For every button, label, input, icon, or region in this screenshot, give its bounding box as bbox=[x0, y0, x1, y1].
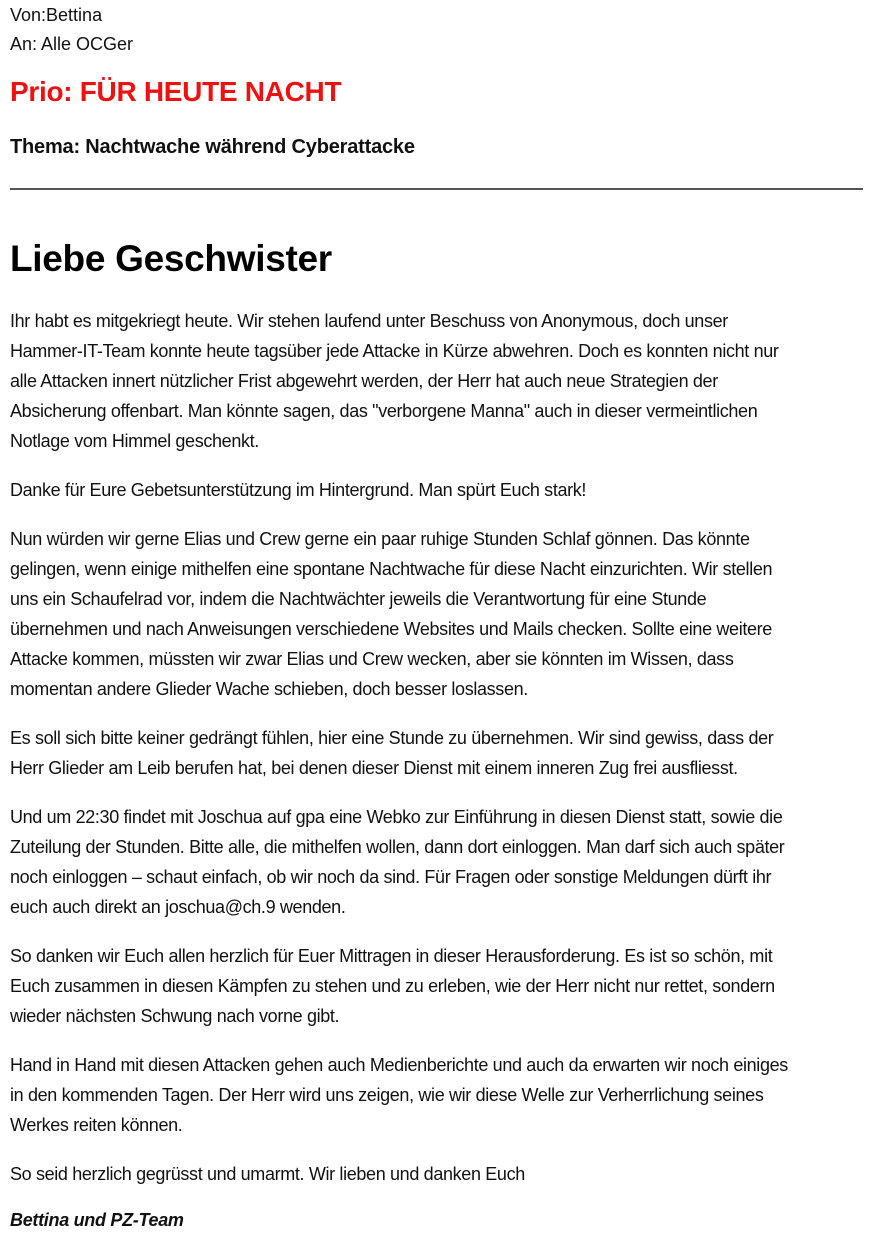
paragraph-line: So seid herzlich gegrüsst und umarmt. Wir lieben und danken Euch bbox=[10, 1164, 525, 1184]
paragraph-line: momentan andere Glieder Wache schieben, doch besser loslassen. bbox=[10, 679, 528, 699]
paragraph-line: Hammer-IT-Team konnte heute tagsüber jede Attacke in Kürze abwehren. Doch es konnten nicht nur bbox=[10, 341, 779, 361]
paragraph-line: Hand in Hand mit diesen Attacken gehen auch Medienberichte und auch da erwarten wir noch einiges bbox=[10, 1055, 788, 1075]
signature: Bettina und PZ-Team bbox=[10, 1210, 184, 1230]
priority-heading: Prio: FÜR HEUTE NACHT bbox=[10, 76, 342, 107]
paragraph-line: So danken wir Euch allen herzlich für Euer Mittragen in dieser Herausforderung. Es ist so schön, mit bbox=[10, 946, 773, 966]
to-line: An: Alle OCGer bbox=[10, 34, 134, 54]
paragraph-line: Notlage vom Himmel geschenkt. bbox=[10, 431, 259, 451]
body-paragraph bbox=[10, 1159, 870, 1189]
paragraph-line: in den kommenden Tagen. Der Herr wird uns zeigen, wie wir diese Welle zur Verherrlichung seines bbox=[10, 1085, 764, 1105]
paragraph-line: alle Attacken innert nützlicher Frist abgewehrt werden, der Herr hat auch neue Strategien der bbox=[10, 371, 718, 391]
paragraph-line: Es soll sich bitte keiner gedrängt fühlen, hier eine Stunde zu übernehmen. Wir sind gewiss, dass der bbox=[10, 728, 774, 748]
greeting-heading: Liebe Geschwister bbox=[10, 238, 332, 279]
topic-heading: Thema: Nachtwache während Cyberattacke bbox=[10, 136, 415, 158]
paragraph-line: uns ein Schaufelrad vor, indem die Nachtwächter jeweils die Verantwortung für eine Stunde bbox=[10, 589, 707, 609]
paragraph-line: Absicherung offenbart. Man könnte sagen, das "verborgene Manna" auch in dieser vermeintlichen bbox=[10, 401, 758, 421]
from-line: Von:Bettina bbox=[10, 5, 103, 25]
body-paragraph bbox=[10, 941, 870, 1031]
paragraph-line: wieder nächsten Schwung nach vorne gibt. bbox=[10, 1006, 340, 1026]
paragraph-line: Herr Glieder am Leib berufen hat, bei denen dieser Dienst mit einem inneren Zug frei ausfliesst. bbox=[10, 758, 738, 778]
paragraph-line: noch einloggen – schaut einfach, ob wir noch da sind. Für Fragen oder sonstige Meldungen dürft ihr bbox=[10, 867, 772, 887]
paragraph-line: gelingen, wenn einige mithelfen eine spontane Nachtwache für diese Nacht einzurichten. Wir stellen bbox=[10, 559, 773, 579]
body-paragraph bbox=[10, 1050, 870, 1140]
paragraph-line: Zuteilung der Stunden. Bitte alle, die mithelfen wollen, dann dort einloggen. Man darf sich auch später bbox=[10, 837, 785, 857]
paragraph-line: Und um 22:30 findet mit Joschua auf gpa eine Webko zur Einführung in diesen Dienst statt, sowie die bbox=[10, 807, 783, 827]
paragraph-line: Euch zusammen in diesen Kämpfen zu stehen und zu erleben, wie der Herr nicht nur rettet, sondern bbox=[10, 976, 775, 996]
body-paragraph bbox=[10, 306, 870, 456]
body-paragraph bbox=[10, 723, 870, 783]
paragraph-line: Ihr habt es mitgekriegt heute. Wir stehen laufend unter Beschuss von Anonymous, doch unser bbox=[10, 311, 728, 331]
paragraph-line: übernehmen und nach Anweisungen verschiedene Websites und Mails checken. Sollte eine weitere bbox=[10, 619, 772, 639]
paragraph-line: Nun würden wir gerne Elias und Crew gerne ein paar ruhige Stunden Schlaf gönnen. Das könnte bbox=[10, 529, 750, 549]
body-paragraph bbox=[10, 524, 870, 704]
divider bbox=[10, 188, 863, 190]
paragraph-line: Danke für Eure Gebetsunterstützung im Hintergrund. Man spürt Euch stark! bbox=[10, 480, 587, 500]
body-paragraph bbox=[10, 802, 870, 922]
paragraph-line: Attacke kommen, müssten wir zwar Elias und Crew wecken, aber sie könnten im Wissen, dass bbox=[10, 649, 734, 669]
paragraph-line: Werkes reiten können. bbox=[10, 1115, 183, 1135]
paragraph-line: euch auch direkt an joschua@ch.9 wenden. bbox=[10, 897, 346, 917]
body-paragraph bbox=[10, 475, 870, 505]
message-body bbox=[10, 306, 870, 1208]
